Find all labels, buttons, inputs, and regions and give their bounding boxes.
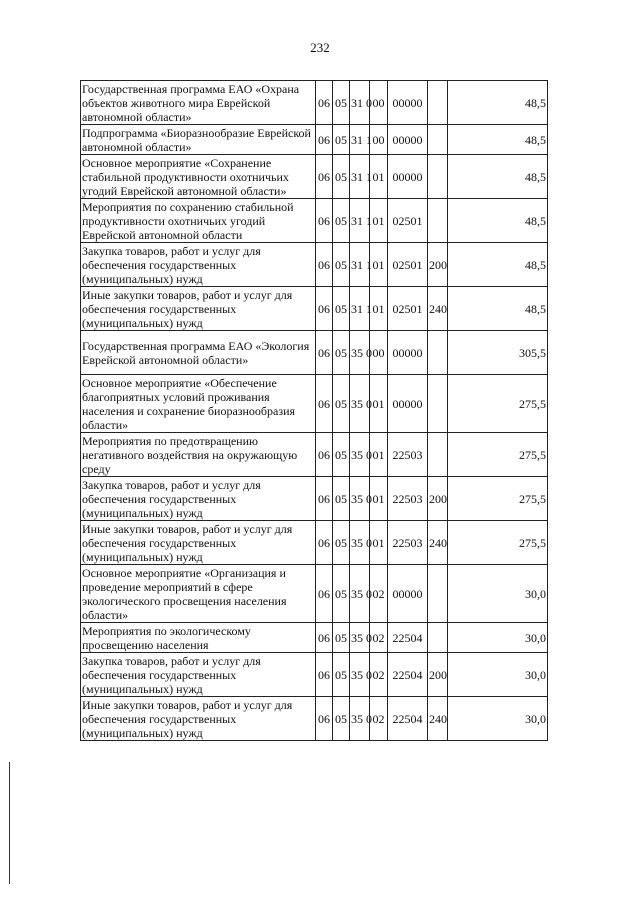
row-name: Иные закупки товаров, работ и услуг для обеспечения государственных (муниципальных) нужд (81, 521, 316, 565)
amount-value: 275,5 (448, 375, 548, 433)
target-article-event: 01 (370, 287, 388, 331)
amount-value: 30,0 (448, 565, 548, 623)
target-article-event: 01 (370, 155, 388, 199)
target-article-event: 01 (370, 433, 388, 477)
subsection-code: 05 (333, 653, 350, 697)
row-name: Основное мероприятие «Сохранение стабильной продуктивности охотничьих угодий Еврейской автономной области» (81, 155, 316, 199)
table-row (81, 331, 548, 375)
expense-type-code (428, 565, 448, 623)
section-code: 06 (316, 521, 333, 565)
table-row (81, 697, 548, 741)
amount-value: 48,5 (448, 81, 548, 125)
target-article-direction: 22504 (388, 623, 428, 653)
subsection-code: 05 (333, 521, 350, 565)
table-row (81, 243, 548, 287)
target-article-direction: 00000 (388, 375, 428, 433)
subsection-code: 05 (333, 287, 350, 331)
target-article-direction: 22503 (388, 433, 428, 477)
subsection-code: 05 (333, 623, 350, 653)
target-article-program: 31 1 (350, 155, 370, 199)
expense-type-code: 240 (428, 287, 448, 331)
row-name: Закупка товаров, работ и услуг для обеспечения государственных (муниципальных) нужд (81, 243, 316, 287)
amount-value: 30,0 (448, 653, 548, 697)
target-article-direction: 00000 (388, 565, 428, 623)
target-article-event: 02 (370, 565, 388, 623)
table-row (81, 565, 548, 623)
expense-type-code: 200 (428, 653, 448, 697)
table-row (81, 375, 548, 433)
expense-type-code (428, 623, 448, 653)
subsection-code: 05 (333, 697, 350, 741)
amount-value: 48,5 (448, 155, 548, 199)
target-article-direction: 02501 (388, 199, 428, 243)
amount-value: 30,0 (448, 697, 548, 741)
section-code: 06 (316, 287, 333, 331)
row-name: Закупка товаров, работ и услуг для обеспечения государственных (муниципальных) нужд (81, 477, 316, 521)
subsection-code: 05 (333, 199, 350, 243)
target-article-event: 02 (370, 623, 388, 653)
section-code: 06 (316, 81, 333, 125)
expense-type-code (428, 433, 448, 477)
target-article-program: 35 0 (350, 623, 370, 653)
target-article-program: 35 0 (350, 477, 370, 521)
target-article-event: 00 (370, 81, 388, 125)
amount-value: 48,5 (448, 199, 548, 243)
section-code: 06 (316, 125, 333, 155)
target-article-program: 35 0 (350, 697, 370, 741)
row-name: Иные закупки товаров, работ и услуг для обеспечения государственных (муниципальных) нужд (81, 287, 316, 331)
table-body (81, 81, 548, 741)
section-code: 06 (316, 477, 333, 521)
target-article-program: 31 1 (350, 199, 370, 243)
target-article-direction: 02501 (388, 287, 428, 331)
amount-value: 30,0 (448, 623, 548, 653)
target-article-program: 35 0 (350, 433, 370, 477)
subsection-code: 05 (333, 155, 350, 199)
target-article-direction: 22503 (388, 477, 428, 521)
target-article-direction: 00000 (388, 81, 428, 125)
target-article-program: 31 1 (350, 243, 370, 287)
expense-type-code: 200 (428, 243, 448, 287)
budget-table (80, 80, 548, 741)
subsection-code: 05 (333, 331, 350, 375)
subsection-code: 05 (333, 81, 350, 125)
amount-value: 305,5 (448, 331, 548, 375)
amount-value: 275,5 (448, 433, 548, 477)
target-article-direction: 22503 (388, 521, 428, 565)
subsection-code: 05 (333, 375, 350, 433)
target-article-direction: 22504 (388, 653, 428, 697)
amount-value: 48,5 (448, 287, 548, 331)
target-article-program: 35 0 (350, 653, 370, 697)
row-name: Государственная программа ЕАО «Охрана объектов животного мира Еврейской автономной области» (81, 81, 316, 125)
expense-type-code (428, 125, 448, 155)
page-number: 232 (310, 40, 330, 55)
section-code: 06 (316, 565, 333, 623)
section-code: 06 (316, 697, 333, 741)
target-article-event: 02 (370, 697, 388, 741)
table-row (81, 623, 548, 653)
amount-value: 48,5 (448, 243, 548, 287)
section-code: 06 (316, 623, 333, 653)
expense-type-code: 200 (428, 477, 448, 521)
expense-type-code (428, 331, 448, 375)
table-row (81, 125, 548, 155)
row-name: Иные закупки товаров, работ и услуг для обеспечения государственных (муниципальных) нужд (81, 697, 316, 741)
subsection-code: 05 (333, 125, 350, 155)
target-article-event: 01 (370, 375, 388, 433)
table-row (81, 155, 548, 199)
expense-type-code: 240 (428, 697, 448, 741)
target-article-program: 31 1 (350, 125, 370, 155)
subsection-code: 05 (333, 433, 350, 477)
expense-type-code (428, 199, 448, 243)
target-article-direction: 22504 (388, 697, 428, 741)
target-article-program: 35 0 (350, 521, 370, 565)
target-article-event: 01 (370, 521, 388, 565)
target-article-event: 01 (370, 477, 388, 521)
table-row (81, 521, 548, 565)
row-name: Государственная программа ЕАО «Экология Еврейской автономной области» (81, 331, 316, 375)
row-name: Основное мероприятие «Организация и проведение мероприятий в сфере экологического просвещения населения области» (81, 565, 316, 623)
amount-value: 275,5 (448, 477, 548, 521)
subsection-code: 05 (333, 565, 350, 623)
table-row (81, 477, 548, 521)
target-article-direction: 00000 (388, 331, 428, 375)
subsection-code: 05 (333, 477, 350, 521)
target-article-program: 35 0 (350, 375, 370, 433)
target-article-event: 01 (370, 199, 388, 243)
amount-value: 275,5 (448, 521, 548, 565)
target-article-program: 35 0 (350, 565, 370, 623)
row-name: Основное мероприятие «Обеспечение благоприятных условий проживания населения и сохранение биоразнообразия области» (81, 375, 316, 433)
row-name: Мероприятия по экологическому просвещению населения (81, 623, 316, 653)
target-article-direction: 00000 (388, 125, 428, 155)
table-row (81, 81, 548, 125)
amount-value: 48,5 (448, 125, 548, 155)
row-name: Мероприятия по предотвращению негативного воздействия на окружающую среду (81, 433, 316, 477)
target-article-event: 01 (370, 243, 388, 287)
expense-type-code (428, 155, 448, 199)
expense-type-code (428, 375, 448, 433)
table-row (81, 287, 548, 331)
target-article-event: 00 (370, 331, 388, 375)
target-article-program: 35 0 (350, 331, 370, 375)
row-name: Подпрограмма «Биоразнообразие Еврейской автономной области» (81, 125, 316, 155)
table-row (81, 199, 548, 243)
section-code: 06 (316, 331, 333, 375)
section-code: 06 (316, 653, 333, 697)
target-article-event: 02 (370, 653, 388, 697)
table-row (81, 433, 548, 477)
section-code: 06 (316, 199, 333, 243)
table-row (81, 653, 548, 697)
target-article-event: 00 (370, 125, 388, 155)
target-article-program: 31 1 (350, 287, 370, 331)
margin-line (9, 762, 10, 884)
section-code: 06 (316, 433, 333, 477)
row-name: Закупка товаров, работ и услуг для обеспечения государственных (муниципальных) нужд (81, 653, 316, 697)
subsection-code: 05 (333, 243, 350, 287)
section-code: 06 (316, 243, 333, 287)
target-article-direction: 02501 (388, 243, 428, 287)
section-code: 06 (316, 375, 333, 433)
target-article-program: 31 0 (350, 81, 370, 125)
target-article-direction: 00000 (388, 155, 428, 199)
expense-type-code (428, 81, 448, 125)
section-code: 06 (316, 155, 333, 199)
expense-type-code: 240 (428, 521, 448, 565)
row-name: Мероприятия по сохранению стабильной продуктивности охотничьих угодий Еврейской автономной области (81, 199, 316, 243)
